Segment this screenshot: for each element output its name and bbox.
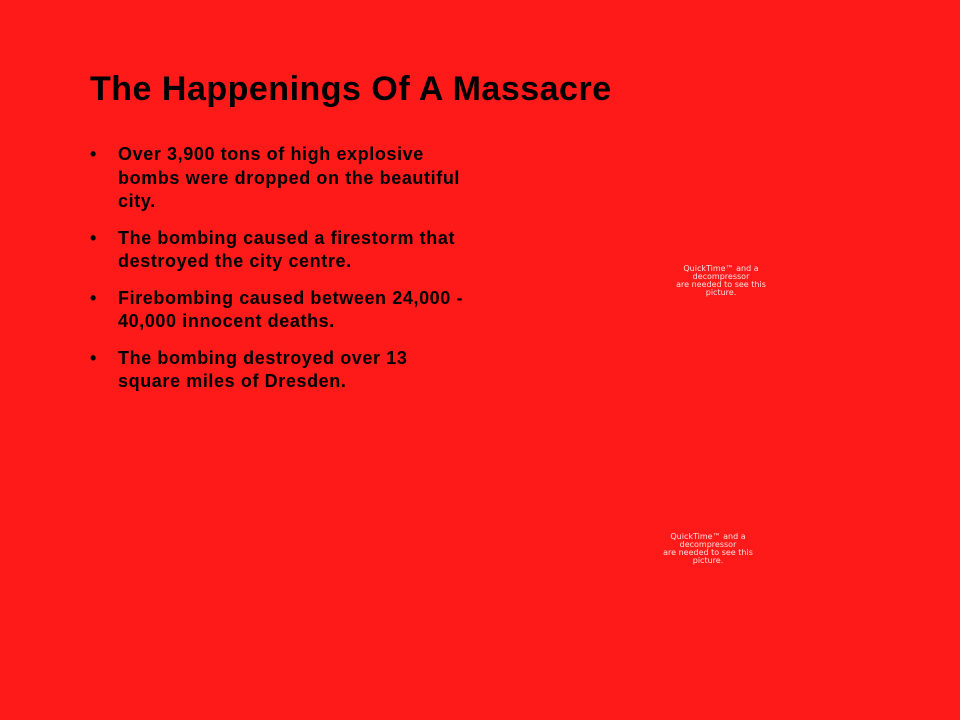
- bullet-item: [90, 347, 470, 394]
- bullet-dot-icon: •: [90, 227, 97, 248]
- placeholder-line: are needed to see this picture.: [663, 548, 753, 565]
- placeholder-line: are needed to see this picture.: [676, 280, 766, 297]
- bullet-text: Firebombing caused between 24,000 - 40,000 innocent deaths.: [118, 287, 464, 331]
- placeholder-line: decompressor: [679, 540, 737, 549]
- bullet-dot-icon: •: [90, 287, 97, 308]
- bullet-text: The bombing destroyed over 13 square miles of Dresden.: [118, 347, 408, 391]
- bullet-text: Over 3,900 tons of high explosive bombs were dropped on the beautiful city.: [118, 144, 461, 211]
- placeholder-line: decompressor: [692, 272, 750, 281]
- placeholder-line: QuickTime™ and a: [683, 264, 759, 273]
- bullet-text: The bombing caused a firestorm that destroyed the city centre.: [118, 227, 456, 271]
- placeholder-line: QuickTime™ and a: [670, 532, 746, 541]
- bullet-item: [90, 227, 470, 274]
- bullet-item: [90, 287, 470, 334]
- bullet-dot-icon: •: [90, 347, 97, 368]
- bullet-item: [90, 143, 470, 214]
- bullet-dot-icon: •: [90, 144, 97, 164]
- slide-title: The Happenings Of A Massacre: [90, 70, 612, 108]
- bullet-list: [90, 143, 470, 407]
- image-placeholder-2: [652, 533, 764, 565]
- image-placeholder-1: [662, 265, 780, 297]
